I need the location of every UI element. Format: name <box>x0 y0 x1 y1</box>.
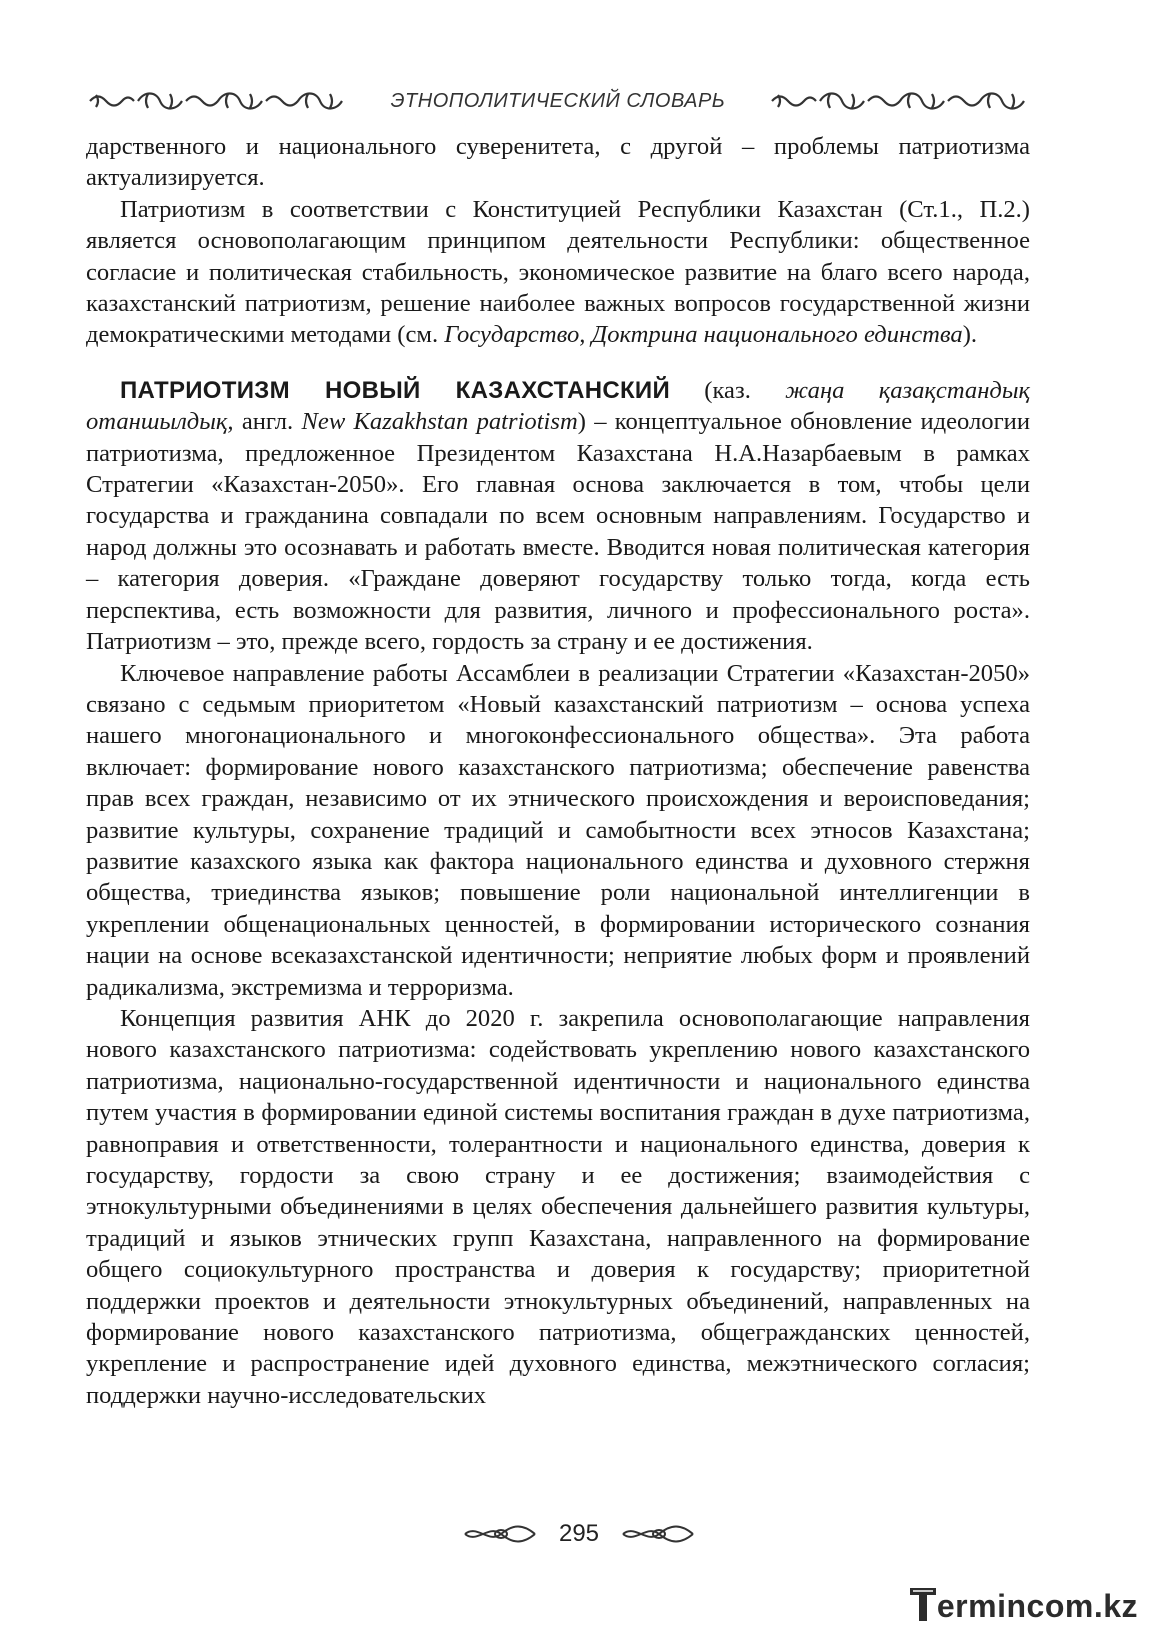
running-header-title: ЭТНОПОЛИТИЧЕСКИЙ СЛОВАРЬ <box>390 89 726 112</box>
paragraph-constitution <box>86 194 1030 351</box>
paragraph-text-end: ). <box>962 321 978 349</box>
cross-reference: Государство, Доктрина национального единства <box>444 321 963 349</box>
paragraph-text: Патриотизм в соответствии с Конституцией Республики Казахстан (Ст.1., П.2.) является основополагающим принципом деятельности Республики: общественное согласие и политическая стабильность, экономическое развитие на благо всего народа, казахстанский патриотизм, решение наиболее важных вопросов государственной жизни демократическими методами (см. <box>86 195 1030 349</box>
paragraph-continuation: дарственного и национального суверенитета, с другой – проблемы патриотизма актуализируется. <box>86 133 1030 192</box>
entry-eng-term: New Kazakhstan patriotism <box>301 408 578 436</box>
dictionary-entry <box>86 375 1030 658</box>
paragraph-assembly: Ключевое направление работы Ассамблеи в реализации Стратегии «Казахстан-2050» связано с седьмым приоритетом «Новый казахстанский патриотизм – основа успеха нашего многонационального и многоконфессионального общества». Эта работа включает: формирование нового казахстанского патриотизма; обеспечение равенства прав всех граждан, независимо от их этнического происхождения и вероисповедания; развитие культуры, сохранение традиций и самобытности всех этносов Казахстана; развитие казахского языка как фактора национального единства и духовного стержня общества, триединства языков; повышение роли национальной интеллигенции в укреплении общенациональных ценностей, в формировании исторического сознания нации на основе всеказахстанской идентичности; неприятие любых форм и проявлений радикализма, экстремизма и терроризма. <box>86 659 1030 1001</box>
paragraph-concept: Концепция развития АНК до 2020 г. закрепила основополагающие направления нового казахстанского патриотизма: содействовать укреплению нового казахстанского патриотизма, национально-государственной идентичности и национального единства путем участия в формировании единой системы воспитания граждан в духе патриотизма, равноправия и ответственности, толерантности и национального единства, доверия к государству, гордости за свою страну и ее достижения; взаимодействия с этнокультурными объединениями в целях обеспечения дальнейшего развития культуры, традиций и языков этнических групп Казахстана, направленного на формирование общего социокультурного пространства и доверия к государству; приоритетной поддержки проектов и деятельности этнокультурных объединений, направленных на формирование нового казахстанского патриотизма, общегражданских ценностей, укрепление и распространение идей духовного единства, межэтнического согласия; поддержки научно-исследовательских <box>86 1004 1030 1409</box>
watermark-text: ermincom.kz <box>936 1588 1138 1624</box>
body-text <box>86 131 1030 1411</box>
left-flourish-icon <box>463 1522 537 1546</box>
entry-eng-label: англ. <box>233 408 302 436</box>
site-watermark <box>909 1585 1138 1623</box>
t-logo-icon <box>909 1585 937 1623</box>
entry-kaz-term: жаңа қазақстандық отаншылдық, <box>86 376 1030 436</box>
running-header <box>86 86 1030 116</box>
page-footer <box>0 1517 1158 1551</box>
page-number: 295 <box>558 1520 600 1547</box>
entry-headword: ПАТРИОТИЗМ НОВЫЙ КАЗАХСТАНСКИЙ <box>120 376 671 404</box>
right-flourish-icon <box>621 1522 695 1546</box>
entry-definition: ) – концептуальное обновление идеологии патриотизма, предложенное Президентом Казахстана Н.А.Назарбаевым в рамках Стратегии «Казахстан-2050». Его главная основа заключается в том, чтобы цели государства и гражданина совпадали по всем основным направлениям. Государство и народ должны это осознавать и работать вместе. Вводится новая политическая категория – категория доверия. «Граждане доверяют государству только тогда, когда есть перспектива, есть возможности для развития, личного и профессионального роста». Патриотизм – это, прежде всего, гордость за страну и ее достижения. <box>86 408 1030 656</box>
entry-kaz-label: (каз. <box>670 376 786 404</box>
right-ornament-icon <box>768 90 1030 112</box>
left-ornament-icon <box>86 90 348 112</box>
